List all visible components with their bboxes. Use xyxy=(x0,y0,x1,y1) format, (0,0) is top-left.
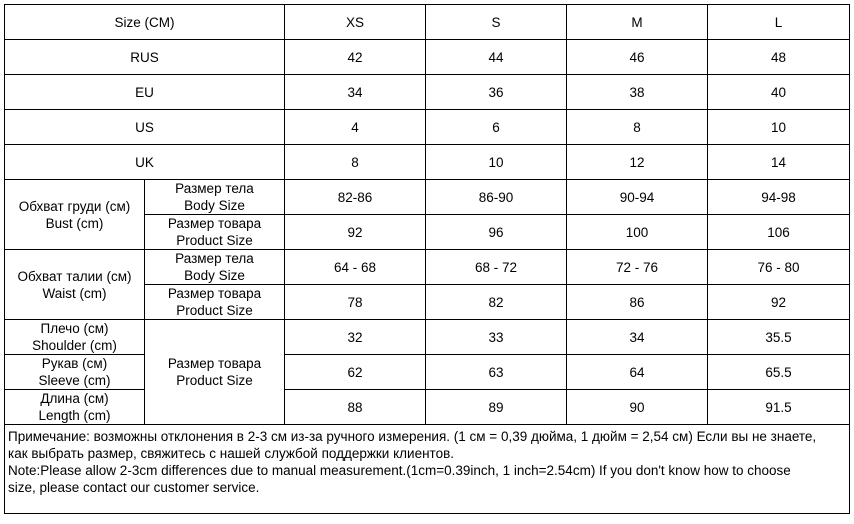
table-cell: 82 xyxy=(426,285,567,320)
bust-label xyxy=(5,180,145,250)
table-row-length xyxy=(5,390,850,425)
bust-product-size-label xyxy=(145,215,285,250)
product-group-size-label xyxy=(145,320,285,425)
table-cell: 82-86 xyxy=(285,180,426,215)
header-row xyxy=(5,5,850,40)
product-size-label-en: Product Size xyxy=(176,373,253,388)
body-size-label-ru: Размер тела xyxy=(175,251,254,266)
waist-product-size-label xyxy=(145,285,285,320)
product-size-label-en: Product Size xyxy=(176,303,253,318)
table-row-uk xyxy=(5,145,850,180)
size-header-s: S xyxy=(426,5,567,40)
table-row-shoulder xyxy=(5,320,850,355)
table-cell: 4 xyxy=(285,110,426,145)
size-header-l: L xyxy=(708,5,850,40)
table-cell: 10 xyxy=(426,145,567,180)
table-cell: 8 xyxy=(285,145,426,180)
note-line: Note:Please allow 2-3cm differences due to manual measurement.(1cm=0.39inch, 1 inch=2.54cm) If you don't know how to choose xyxy=(8,463,791,478)
note-line: size, please contact our customer service. xyxy=(8,480,260,495)
row-label-us: US xyxy=(5,110,285,145)
length-label-ru: Длина (см) xyxy=(40,391,109,406)
waist-label xyxy=(5,250,145,320)
table-cell: 88 xyxy=(285,390,426,425)
row-label-eu: EU xyxy=(5,75,285,110)
table-row-eu xyxy=(5,75,850,110)
table-cell: 6 xyxy=(426,110,567,145)
waist-body-size-label xyxy=(145,250,285,285)
shoulder-label xyxy=(5,320,145,355)
note-line: как выбрать размер, свяжитесь с нашей службой поддержки клиентов. xyxy=(8,446,455,461)
table-row-waist-body xyxy=(5,250,850,285)
table-cell: 65.5 xyxy=(708,355,850,390)
sleeve-label-ru: Рукав (см) xyxy=(41,356,108,371)
table-cell: 38 xyxy=(567,75,708,110)
bust-body-size-label xyxy=(145,180,285,215)
bust-label-ru: Обхват груди (см) xyxy=(18,198,131,214)
length-label xyxy=(5,390,145,425)
table-cell: 14 xyxy=(708,145,850,180)
table-row-rus xyxy=(5,40,850,75)
table-cell: 10 xyxy=(708,110,850,145)
body-size-label-en: Body Size xyxy=(184,268,245,283)
table-cell: 89 xyxy=(426,390,567,425)
table-cell: 63 xyxy=(426,355,567,390)
table-cell: 8 xyxy=(567,110,708,145)
table-cell: 35.5 xyxy=(708,320,850,355)
table-cell: 62 xyxy=(285,355,426,390)
table-cell: 34 xyxy=(285,75,426,110)
table-cell: 68 - 72 xyxy=(426,250,567,285)
product-size-label-en: Product Size xyxy=(176,233,253,248)
table-cell: 90 xyxy=(567,390,708,425)
bust-label-en: Bust (cm) xyxy=(45,215,104,231)
table-cell: 46 xyxy=(567,40,708,75)
table-cell: 12 xyxy=(567,145,708,180)
table-cell: 86-90 xyxy=(426,180,567,215)
header-label: Size (CM) xyxy=(5,5,285,40)
shoulder-label-en: Shoulder (cm) xyxy=(32,338,117,353)
length-label-en: Length (cm) xyxy=(38,408,111,423)
waist-label-en: Waist (cm) xyxy=(42,285,107,301)
note-line: Примечание: возможны отклонения в 2-3 см из-за ручного измерения. (1 см = 0,39 дюйма, 1 дюйм = 2,54 см) Если вы не знаете, xyxy=(8,429,817,444)
table-cell: 92 xyxy=(708,285,850,320)
table-cell: 48 xyxy=(708,40,850,75)
table-cell: 90-94 xyxy=(567,180,708,215)
table-cell: 94-98 xyxy=(708,180,850,215)
table-cell: 96 xyxy=(426,215,567,250)
table-cell: 72 - 76 xyxy=(567,250,708,285)
table-cell: 34 xyxy=(567,320,708,355)
table-row-us xyxy=(5,110,850,145)
table-cell: 33 xyxy=(426,320,567,355)
table-cell: 64 xyxy=(567,355,708,390)
body-size-label-ru: Размер тела xyxy=(175,181,254,196)
table-cell: 64 - 68 xyxy=(285,250,426,285)
sleeve-label-en: Sleeve (cm) xyxy=(38,373,111,388)
table-cell: 78 xyxy=(285,285,426,320)
table-row-bust-body xyxy=(5,180,850,215)
table-row-sleeve xyxy=(5,355,850,390)
shoulder-label-ru: Плечо (см) xyxy=(40,321,109,336)
product-size-label-ru: Размер товара xyxy=(167,356,262,371)
row-label-uk: UK xyxy=(5,145,285,180)
size-header-m: M xyxy=(567,5,708,40)
note-row xyxy=(5,425,850,514)
table-cell: 42 xyxy=(285,40,426,75)
table-cell: 32 xyxy=(285,320,426,355)
sleeve-label xyxy=(5,355,145,390)
body-size-label-en: Body Size xyxy=(184,198,245,213)
row-label-rus: RUS xyxy=(5,40,285,75)
table-cell: 76 - 80 xyxy=(708,250,850,285)
table-cell: 44 xyxy=(426,40,567,75)
note-text xyxy=(5,425,850,514)
waist-label-ru: Обхват талии (см) xyxy=(17,268,132,284)
table-cell: 100 xyxy=(567,215,708,250)
size-chart-table xyxy=(4,4,850,514)
table-cell: 36 xyxy=(426,75,567,110)
product-size-label-ru: Размер товара xyxy=(167,286,262,301)
table-cell: 40 xyxy=(708,75,850,110)
table-cell: 86 xyxy=(567,285,708,320)
table-cell: 92 xyxy=(285,215,426,250)
size-header-xs: XS xyxy=(285,5,426,40)
product-size-label-ru: Размер товара xyxy=(167,216,262,231)
table-cell: 91.5 xyxy=(708,390,850,425)
table-cell: 106 xyxy=(708,215,850,250)
